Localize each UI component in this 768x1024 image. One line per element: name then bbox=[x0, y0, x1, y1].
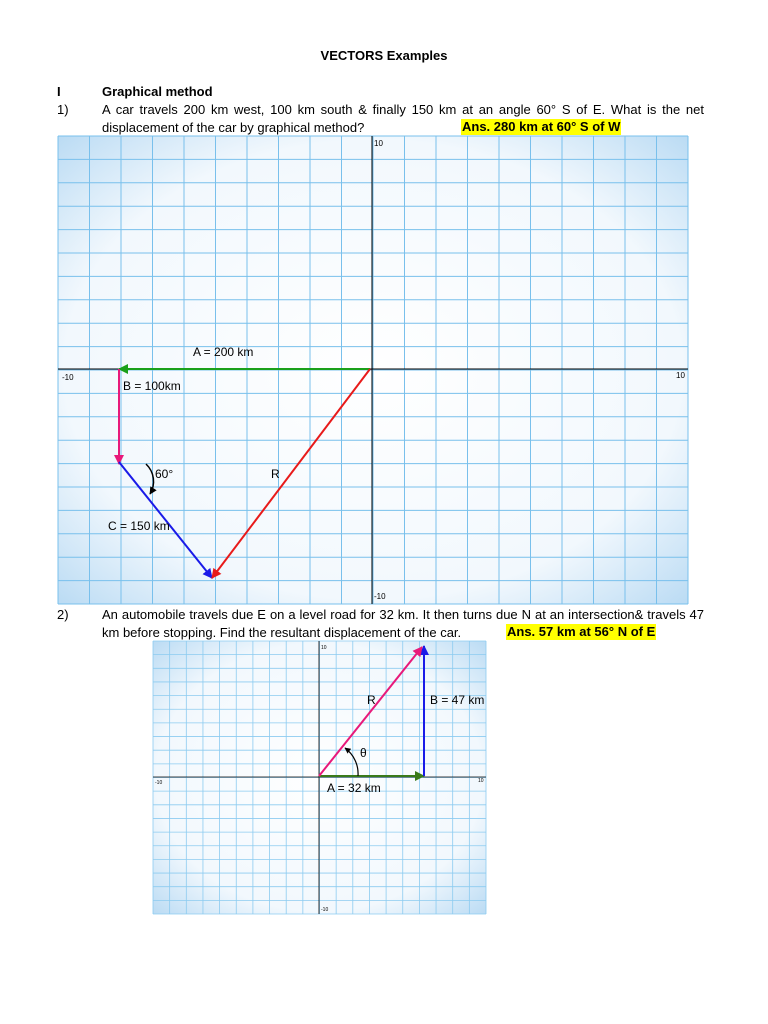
page-title: VECTORS Examples bbox=[320, 48, 448, 63]
q2-axis-right-label: 10 bbox=[478, 778, 484, 784]
q1-axis-bottom-label: -10 bbox=[374, 592, 386, 601]
q2-number: 2) bbox=[57, 607, 69, 622]
q2-label-angle: θ bbox=[360, 746, 367, 760]
q2-label-a: A = 32 km bbox=[327, 781, 381, 795]
q2-graph bbox=[153, 641, 486, 914]
q1-graph bbox=[58, 136, 688, 604]
q2-axis-left-label: -10 bbox=[155, 780, 163, 786]
q1-label-a: A = 200 km bbox=[193, 345, 254, 359]
q1-axis-right-label: 10 bbox=[676, 371, 685, 380]
section-number: I bbox=[57, 84, 61, 99]
q2-label-r: R bbox=[367, 693, 376, 707]
section-title: Graphical method bbox=[102, 84, 213, 99]
q2-text-line2: km before stopping. Find the resultant displacement of the car. bbox=[102, 625, 462, 640]
q1-answer: Ans. 280 km at 60° S of W bbox=[462, 119, 621, 134]
q2-answer: Ans. 57 km at 56° N of E bbox=[507, 624, 656, 639]
q1-label-b: B = 100km bbox=[123, 379, 181, 393]
q1-number: 1) bbox=[57, 102, 69, 117]
q2-label-b: B = 47 km bbox=[430, 693, 485, 707]
q2-text-line1: An automobile travels due E on a level road for 32 km. It then turns due N at an intersection& travels 47 bbox=[102, 607, 704, 622]
q1-label-r: R bbox=[271, 467, 280, 481]
q2-axis-top-label: 10 bbox=[321, 645, 327, 651]
q1-text-line1: A car travels 200 km west, 100 km south & finally 150 km at an angle 60° S of E. What is the net bbox=[102, 102, 704, 117]
q1-axis-top-label: 10 bbox=[374, 139, 383, 148]
q1-label-c: C = 150 km bbox=[108, 519, 170, 533]
q1-label-angle: 60° bbox=[155, 467, 174, 481]
q1-text-line2: displacement of the car by graphical method? bbox=[102, 120, 365, 135]
q2-grid bbox=[153, 641, 486, 914]
q2-axis-bottom-label: -10 bbox=[321, 907, 329, 913]
q1-axis-left-label: -10 bbox=[62, 373, 74, 382]
